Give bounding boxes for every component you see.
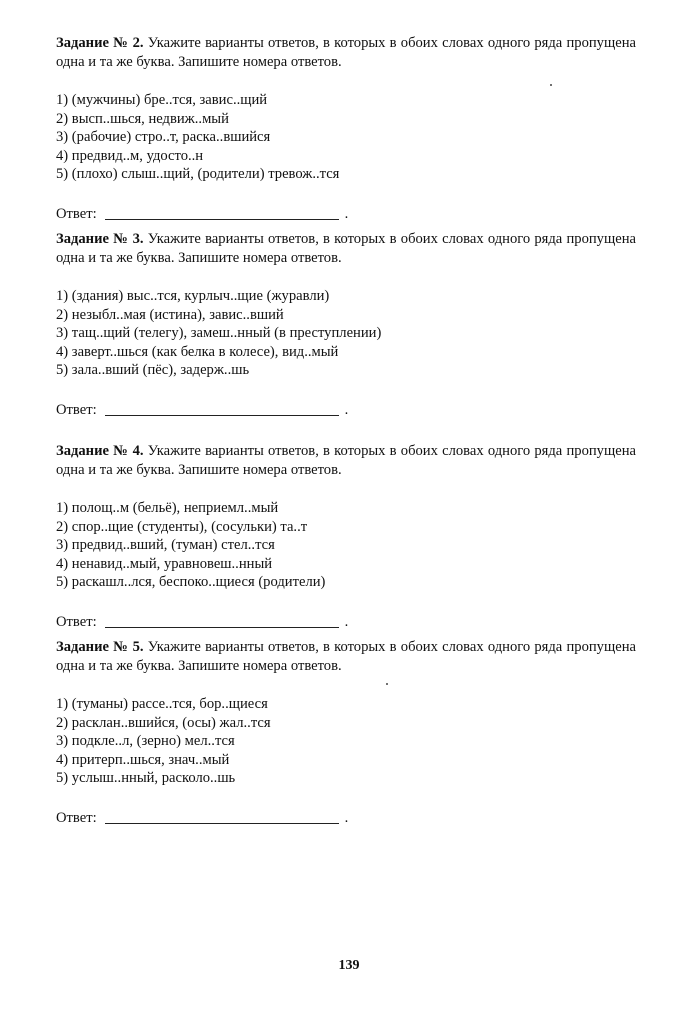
task-5-option-4: 4) притерп..шься, знач..мый <box>56 751 230 768</box>
scan-speck <box>550 84 552 86</box>
task-2 <box>56 34 636 224</box>
task-3-header <box>56 230 636 267</box>
task-4-text: Укажите варианты ответов, в которых в обоих словах одного ряда пропущена одна и та же буква. Запишите номера ответов. <box>56 443 636 478</box>
task-4-option-1: 1) полощ..м (бельё), неприемл..мый <box>56 500 279 516</box>
task-5-text: Укажите варианты ответов, в которых в обоих словах одного ряда пропущена одна и та же буква. Запишите номера ответов. <box>56 639 636 674</box>
task-5-option-1: 1) (туманы) рассе..тся, бор..щиеся <box>56 696 268 712</box>
task-3-option-3: 3) тащ..щий (телегу), замеш..нный (в преступлении) <box>56 325 382 342</box>
task-2-answer-label: Ответ: <box>56 206 97 223</box>
task-4-answer-end: . <box>344 614 349 631</box>
task-2-option-2: 2) высп..шься, недвиж..мый <box>56 110 229 127</box>
task-3-answer-label: Ответ: <box>56 402 97 419</box>
task-5-answer-row <box>56 809 636 828</box>
task-4 <box>56 442 636 632</box>
task-3 <box>56 230 636 420</box>
task-4-answer-label: Ответ: <box>56 614 97 631</box>
task-2-answer-row <box>56 205 636 224</box>
task-2-option-4: 4) предвид..м, удосто..н <box>56 147 204 164</box>
task-2-answer-end: . <box>344 206 349 223</box>
task-3-title: Задание № 3. <box>56 231 144 247</box>
task-5-option-3: 3) подкле..л, (зерно) мел..тся <box>56 733 235 750</box>
task-2-header <box>56 34 636 71</box>
task-4-options <box>56 499 636 592</box>
task-5-answer-label: Ответ: <box>56 810 97 827</box>
task-2-option-5: 5) (плохо) слыш..щий, (родители) тревож..тся <box>56 166 340 183</box>
task-4-option-5: 5) раскашл..лся, беспоко..щиеся (родители) <box>56 574 326 591</box>
task-5-options <box>56 695 636 788</box>
task-5-option-5: 5) услыш..нный, расколо..шь <box>56 770 236 787</box>
task-4-header <box>56 442 636 479</box>
task-5-header <box>56 638 636 675</box>
task-3-options <box>56 287 636 380</box>
task-5-answer-end: . <box>344 810 349 827</box>
task-3-answer-end: . <box>344 402 349 419</box>
task-2-text: Укажите варианты ответов, в которых в обоих словах одного ряда пропущена одна и та же буква. Запишите номера ответов. <box>56 35 636 70</box>
task-5-answer-line[interactable] <box>105 823 339 824</box>
task-2-answer-line[interactable] <box>105 219 339 220</box>
task-2-option-1: 1) (мужчины) бре..тся, завис..щий <box>56 92 268 108</box>
task-3-answer-row <box>56 401 636 420</box>
scan-speck <box>386 683 388 685</box>
task-4-answer-line[interactable] <box>105 627 339 628</box>
task-3-answer-line[interactable] <box>105 415 339 416</box>
task-3-option-1: 1) (здания) выс..тся, курлыч..щие (журавли) <box>56 288 330 304</box>
task-4-option-4: 4) ненавид..мый, уравновеш..нный <box>56 555 273 572</box>
task-3-option-2: 2) незыбл..мая (истина), завис..вший <box>56 306 284 323</box>
task-5-option-2: 2) расклан..вшийся, (осы) жал..тся <box>56 714 271 731</box>
task-4-option-2: 2) спор..щие (студенты), (сосульки) та..т <box>56 518 308 535</box>
page-number: 139 <box>338 958 360 973</box>
task-4-option-3: 3) предвид..вший, (туман) стел..тся <box>56 537 275 554</box>
task-4-title: Задание № 4. <box>56 443 144 459</box>
task-5 <box>56 638 636 828</box>
task-3-text: Укажите варианты ответов, в которых в обоих словах одного ряда пропущена одна и та же буква. Запишите номера ответов. <box>56 231 636 266</box>
task-2-options <box>56 91 636 184</box>
task-3-option-4: 4) заверт..шься (как белка в колесе), вид..мый <box>56 343 339 360</box>
task-5-title: Задание № 5. <box>56 639 144 655</box>
task-4-answer-row <box>56 613 636 632</box>
task-3-option-5: 5) зала..вший (пёс), задерж..шь <box>56 362 250 379</box>
task-2-title: Задание № 2. <box>56 35 144 51</box>
task-2-option-3: 3) (рабочие) стро..т, раска..вшийся <box>56 129 271 146</box>
